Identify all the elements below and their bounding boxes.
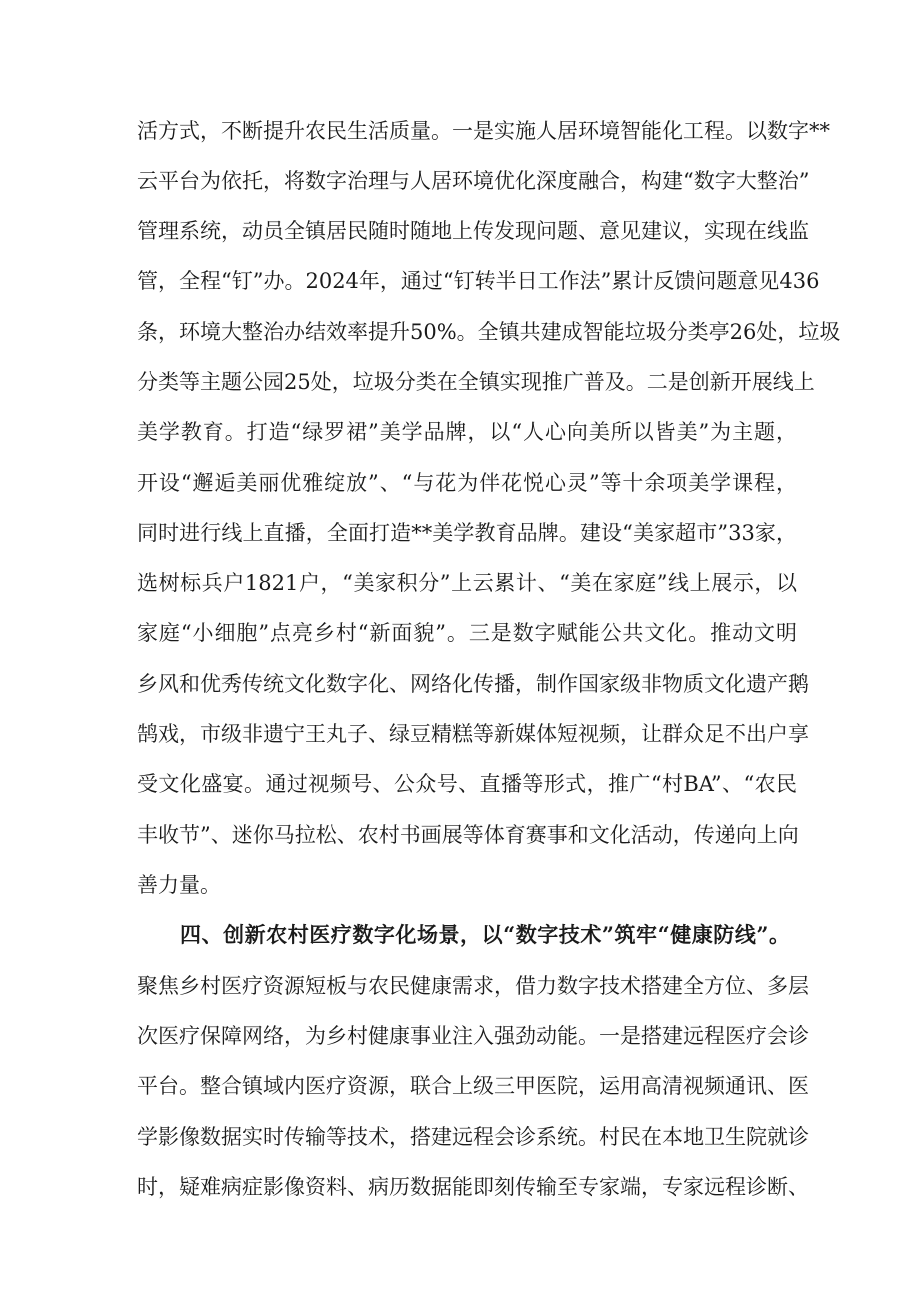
paragraph-line: 平台。整合镇域内医疗资源，联合上级三甲医院，运用高清视频通讯、医 (137, 1074, 809, 1098)
paragraph-line: 活方式，不断提升农民生活质量。一是实施人居环境智能化工程。以数字** (137, 119, 830, 143)
paragraph-line: 管，全程“钉”办。2024年，通过“钉转半日工作法”累计反馈问题意见436 (137, 269, 820, 293)
paragraph-line: 同时进行线上直播，全面打造**美学教育品牌。建设“美家超市”33家， (137, 521, 797, 545)
paragraph-line: 乡风和优秀传统文化数字化、网络化传播，制作国家级非物质文化遗产鹅 (137, 672, 809, 696)
paragraph-line: 次医疗保障网络，为乡村健康事业注入强劲动能。一是搭建远程医疗会诊 (137, 1024, 809, 1048)
paragraph-line: 家庭“小细胞”点亮乡村“新面貌”。三是数字赋能公共文化。推动文明 (137, 621, 797, 645)
paragraph-line: 鹄戏，市级非遗宁王丸子、绿豆精糕等新媒体短视频，让群众足不出户享 (137, 722, 809, 746)
paragraph-line: 云平台为依托，将数字治理与人居环境优化深度融合，构建“数字大整治” (137, 169, 810, 193)
paragraph-line: 受文化盛宴。通过视频号、公众号、直播等形式，推广“村BA”、“农民 (137, 772, 797, 796)
paragraph-line: 分类等主题公园25处，垃圾分类在全镇实现推广普及。二是创新开展线上 (137, 370, 815, 394)
paragraph-line: 条，环境大整治办结效率提升50%。全镇共建成智能垃圾分类亭26处，垃圾 (137, 320, 841, 344)
paragraph-line: 聚焦乡村医疗资源短板与农民健康需求，借力数字技术搭建全方位、多层 (137, 974, 809, 998)
paragraph-line: 管理系统，动员全镇居民随时随地上传发现问题、意见建议，实现在线监 (137, 219, 809, 243)
paragraph-line: 美学教育。打造“绿罗裙”美学品牌，以“人心向美所以皆美”为主题， (137, 420, 797, 444)
paragraph-line: 学影像数据实时传输等技术，搭建远程会诊系统。村民在本地卫生院就诊 (137, 1125, 809, 1149)
paragraph-line: 善力量。 (137, 873, 221, 897)
paragraph-line: 选树标兵户1821户，“美家积分”上云累计、“美在家庭”线上展示，以 (137, 571, 797, 595)
section-heading: 四、创新农村医疗数字化场景，以“数字技术”筑牢“健康防线”。 (180, 922, 790, 947)
paragraph-line: 时，疑难病症影像资料、病历数据能即刻传输至专家端，专家远程诊断、 (137, 1175, 809, 1199)
paragraph-line: 开设“邂逅美丽优雅绽放”、“与花为伴花悦心灵”等十余项美学课程， (137, 471, 797, 495)
paragraph-line: 丰收节”、迷你马拉松、农村书画展等体育赛事和文化活动，传递向上向 (137, 823, 799, 847)
